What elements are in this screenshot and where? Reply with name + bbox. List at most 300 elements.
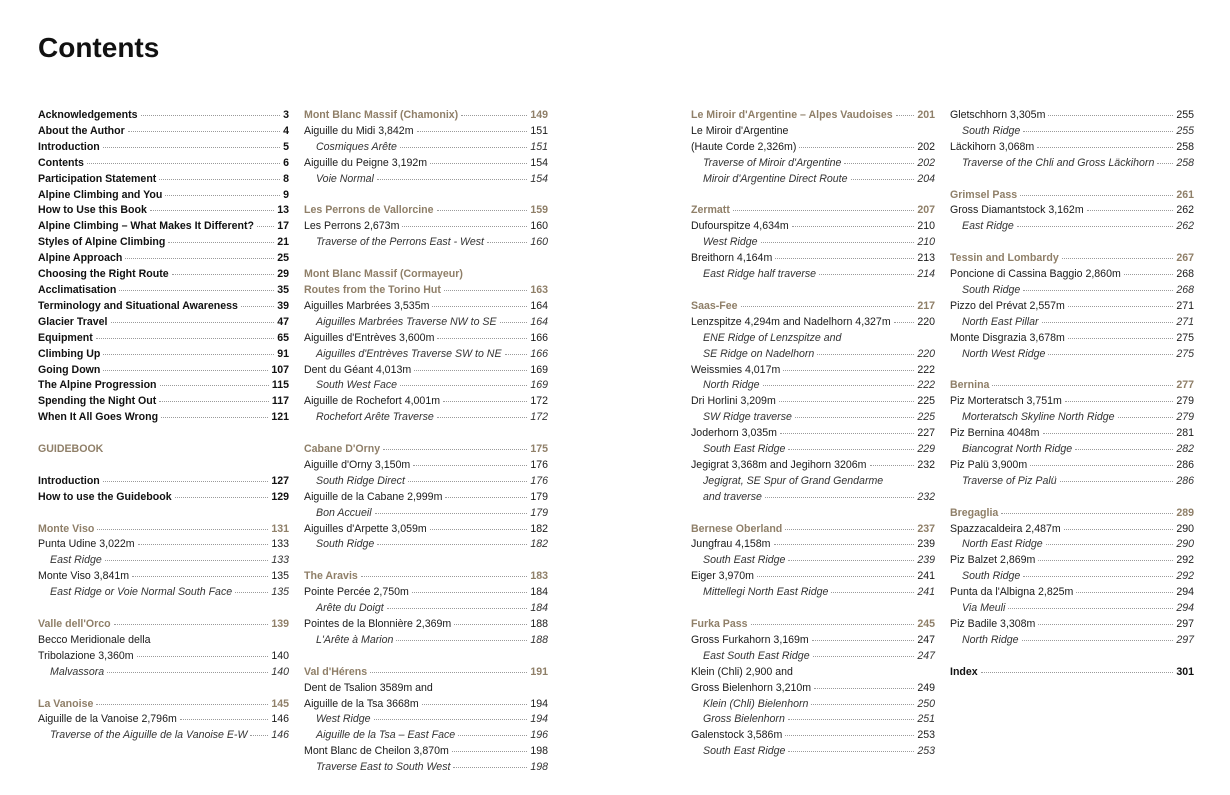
toc-entry-title: Aiguilles d'Entrèves 3,600m xyxy=(304,331,435,344)
dot-leader xyxy=(452,751,527,752)
toc-entry-title: Aiguille de la Vanoise 2,796m xyxy=(38,713,177,726)
toc-entry[interactable] xyxy=(950,553,1194,569)
toc-entry[interactable] xyxy=(38,712,289,728)
toc-page-number: 184 xyxy=(530,602,548,615)
toc-page-number: 146 xyxy=(271,729,289,742)
toc-entry[interactable] xyxy=(950,601,1194,617)
toc-entry-title: Grimsel Pass xyxy=(950,188,1018,201)
toc-entry-title: South East Ridge xyxy=(703,745,786,758)
toc-entry[interactable] xyxy=(38,331,289,347)
toc-entry[interactable] xyxy=(304,537,548,553)
toc-page-number: 258 xyxy=(1176,156,1194,169)
toc-entry[interactable] xyxy=(691,331,935,347)
toc-page-number: 164 xyxy=(530,299,548,312)
dot-leader xyxy=(1038,624,1173,625)
toc-entry[interactable] xyxy=(691,681,935,697)
toc-entry[interactable] xyxy=(304,299,548,315)
dot-leader xyxy=(1037,147,1173,148)
toc-entry[interactable] xyxy=(950,203,1194,219)
toc-section-heading[interactable] xyxy=(38,442,289,458)
toc-page-number: 191 xyxy=(530,665,548,678)
toc-entry[interactable] xyxy=(304,363,548,379)
toc-entry-title: East Ridge half traverse xyxy=(703,268,817,281)
toc-page-number: 133 xyxy=(271,554,289,567)
toc-entry[interactable] xyxy=(950,458,1194,474)
dot-leader xyxy=(137,656,269,657)
toc-entry[interactable] xyxy=(38,347,289,363)
toc-entry[interactable] xyxy=(304,760,548,776)
toc-section-heading[interactable] xyxy=(304,203,548,219)
toc-entry[interactable] xyxy=(950,347,1194,363)
toc-entry-title: South Ridge Direct xyxy=(316,474,405,487)
spacer xyxy=(304,553,548,569)
toc-entry[interactable] xyxy=(38,140,289,156)
toc-page-number: 127 xyxy=(271,474,289,487)
dot-leader xyxy=(792,226,915,227)
toc-entry[interactable] xyxy=(691,649,935,665)
spacer xyxy=(38,458,289,474)
toc-entry-title: Dufourspitze 4,634m xyxy=(691,220,789,233)
toc-entry-title: Alpine Climbing and You xyxy=(38,188,163,201)
toc-page-number: 286 xyxy=(1176,474,1194,487)
dot-leader xyxy=(453,767,527,768)
toc-page-number: 237 xyxy=(917,522,935,535)
toc-page-number: 245 xyxy=(917,618,935,630)
dot-leader xyxy=(779,401,915,402)
page-title: Contents xyxy=(38,32,160,63)
toc-page-number: 247 xyxy=(917,633,935,646)
toc-section-heading[interactable] xyxy=(691,108,935,124)
toc-entry[interactable] xyxy=(691,156,935,172)
toc-page-number: 262 xyxy=(1176,204,1194,217)
dot-leader xyxy=(387,608,528,609)
toc-entry[interactable] xyxy=(38,537,289,553)
dot-leader xyxy=(1157,163,1173,164)
toc-entry[interactable] xyxy=(38,665,289,681)
toc-entry[interactable] xyxy=(304,172,548,188)
toc-entry-title: East South East Ridge xyxy=(703,649,810,662)
toc-section-heading[interactable] xyxy=(304,442,548,458)
toc-entry[interactable] xyxy=(304,156,548,172)
toc-page-number: 39 xyxy=(277,299,289,312)
toc-page-number: 146 xyxy=(271,713,289,726)
dot-leader xyxy=(370,672,527,673)
toc-entry[interactable] xyxy=(691,235,935,251)
toc-entry[interactable] xyxy=(691,665,935,681)
toc-entry[interactable] xyxy=(691,442,935,458)
toc-entry[interactable] xyxy=(304,712,548,728)
toc-page-number: 297 xyxy=(1176,633,1194,646)
dot-leader xyxy=(437,417,528,418)
toc-entry-title: Saas-Fee xyxy=(691,299,738,312)
toc-entry[interactable] xyxy=(38,728,289,744)
toc-section-heading[interactable] xyxy=(304,283,548,299)
spacer xyxy=(950,235,1194,251)
toc-entry[interactable] xyxy=(691,474,935,490)
toc-page-number: 249 xyxy=(917,681,935,694)
toc-entry-title: Miroir d'Argentine Direct Route xyxy=(703,172,848,185)
toc-section-heading[interactable] xyxy=(950,506,1194,522)
toc-entry[interactable] xyxy=(304,378,548,394)
toc-entry[interactable] xyxy=(950,665,1194,681)
dot-leader xyxy=(500,322,528,323)
toc-page-number: 241 xyxy=(917,586,935,599)
toc-page-number: 210 xyxy=(917,220,935,233)
spacer xyxy=(950,363,1194,379)
toc-entry[interactable] xyxy=(38,203,289,219)
dot-leader xyxy=(819,274,914,275)
toc-entry-title: Valle dell'Orco xyxy=(38,618,111,630)
toc-entry[interactable] xyxy=(304,140,548,156)
toc-entry-title: Mittellegi North East Ridge xyxy=(703,586,829,599)
toc-page-number: 279 xyxy=(1176,411,1194,424)
toc-page-number: 222 xyxy=(917,363,935,376)
toc-entry[interactable] xyxy=(304,601,548,617)
toc-entry[interactable] xyxy=(38,235,289,251)
toc-entry-title: Climbing Up xyxy=(38,347,101,360)
toc-entry-title: Aiguille du Peigne 3,192m xyxy=(304,156,428,169)
toc-entry[interactable] xyxy=(304,315,548,331)
toc-column-4 xyxy=(950,108,1194,681)
toc-entry-title: Piz Palü 3,900m xyxy=(950,458,1028,471)
toc-entry[interactable] xyxy=(38,156,289,172)
toc-entry[interactable] xyxy=(950,394,1194,410)
toc-entry[interactable] xyxy=(304,697,548,713)
dot-leader xyxy=(788,449,914,450)
dot-leader xyxy=(250,735,268,736)
toc-page-number: 247 xyxy=(917,649,935,662)
toc-entry[interactable] xyxy=(38,585,289,601)
toc-entry-title: Klein (Chli) Bielenhorn xyxy=(703,697,809,710)
toc-entry-title: Traverse of Miroir d'Argentine xyxy=(703,156,842,169)
toc-entry-title: Gross Bielenhorn 3,210m xyxy=(691,681,812,694)
toc-entry-title: Index xyxy=(950,665,978,678)
toc-entry[interactable] xyxy=(38,283,289,299)
toc-entry[interactable] xyxy=(304,506,548,522)
toc-entry-title: Via Meuli xyxy=(962,602,1006,615)
toc-page-number: 261 xyxy=(1176,188,1194,201)
toc-entry[interactable] xyxy=(38,251,289,267)
toc-entry-title: Alpine Climbing – What Makes It Different? xyxy=(38,220,255,233)
dot-leader xyxy=(375,513,528,514)
dot-leader xyxy=(1124,274,1174,275)
toc-entry-title: Gletschhorn 3,305m xyxy=(950,109,1046,121)
toc-entry-title: How to Use this Book xyxy=(38,204,147,217)
dot-leader xyxy=(1001,513,1173,514)
toc-entry[interactable] xyxy=(38,363,289,379)
spacer xyxy=(38,601,289,617)
toc-entry[interactable] xyxy=(304,490,548,506)
toc-page-number: 213 xyxy=(917,252,935,265)
toc-entry[interactable] xyxy=(304,744,548,760)
dot-leader xyxy=(107,672,268,673)
toc-entry[interactable] xyxy=(304,394,548,410)
toc-entry[interactable] xyxy=(691,347,935,363)
toc-page-number: 196 xyxy=(530,729,548,742)
toc-page-number: 154 xyxy=(530,156,548,169)
toc-entry[interactable] xyxy=(691,490,935,506)
toc-page-number: 232 xyxy=(917,490,935,503)
toc-page-number: 229 xyxy=(917,443,935,456)
dot-leader xyxy=(114,624,269,625)
toc-entry[interactable] xyxy=(691,219,935,235)
dot-leader xyxy=(111,322,275,323)
toc-entry-title: Mont Blanc Massif (Chamonix) xyxy=(304,109,459,121)
toc-entry[interactable] xyxy=(38,553,289,569)
dot-leader xyxy=(96,704,268,705)
toc-entry[interactable] xyxy=(38,633,289,649)
toc-section-heading[interactable] xyxy=(38,617,289,633)
toc-entry[interactable] xyxy=(38,299,289,315)
dot-leader xyxy=(1068,306,1173,307)
toc-entry[interactable] xyxy=(304,728,548,744)
toc-entry[interactable] xyxy=(38,410,289,426)
toc-entry-title: How to use the Guidebook xyxy=(38,490,172,503)
toc-entry[interactable] xyxy=(691,394,935,410)
toc-page-number: 184 xyxy=(530,586,548,599)
toc-entry[interactable] xyxy=(38,490,289,506)
dot-leader xyxy=(361,576,528,577)
toc-entry-title: Aiguille du Midi 3,842m xyxy=(304,124,414,137)
toc-section-heading[interactable] xyxy=(950,378,1194,394)
toc-entry-title: When It All Goes Wrong xyxy=(38,411,159,424)
toc-page-number: 166 xyxy=(530,347,548,360)
toc-section-heading[interactable] xyxy=(691,203,935,219)
toc-entry[interactable] xyxy=(304,474,548,490)
toc-section-heading[interactable] xyxy=(691,299,935,315)
toc-page-number: 286 xyxy=(1176,458,1194,471)
toc-entry[interactable] xyxy=(304,633,548,649)
spacer xyxy=(950,172,1194,188)
toc-entry[interactable] xyxy=(950,156,1194,172)
dot-leader xyxy=(1042,322,1174,323)
toc-entry[interactable] xyxy=(691,140,935,156)
toc-entry[interactable] xyxy=(304,347,548,363)
dot-leader xyxy=(159,179,280,180)
toc-entry-title: SW Ridge traverse xyxy=(703,411,792,424)
toc-page-number: 188 xyxy=(530,633,548,646)
dot-leader xyxy=(487,242,527,243)
toc-page-number: 268 xyxy=(1176,283,1194,296)
toc-section-heading[interactable] xyxy=(38,697,289,713)
toc-entry-title: GUIDEBOOK xyxy=(38,443,104,456)
toc-entry[interactable] xyxy=(38,378,289,394)
toc-entry[interactable] xyxy=(950,522,1194,538)
toc-entry[interactable] xyxy=(38,172,289,188)
toc-entry[interactable] xyxy=(950,124,1194,140)
dot-leader xyxy=(1038,560,1173,561)
toc-entry[interactable] xyxy=(691,585,935,601)
dot-leader xyxy=(103,370,268,371)
dot-leader xyxy=(138,544,269,545)
toc-entry[interactable] xyxy=(304,458,548,474)
toc-entry[interactable] xyxy=(38,188,289,204)
dot-leader xyxy=(445,497,527,498)
toc-entry-title: Dent de Tsalion 3589m and xyxy=(304,681,433,694)
toc-section-heading[interactable] xyxy=(691,522,935,538)
dot-leader xyxy=(105,560,268,561)
toc-page-number: 145 xyxy=(271,697,289,710)
dot-leader xyxy=(774,544,915,545)
toc-entry[interactable] xyxy=(950,426,1194,442)
toc-section-heading[interactable] xyxy=(950,251,1194,267)
toc-entry-title: Jungfrau 4,158m xyxy=(691,538,771,551)
spacer xyxy=(304,649,548,665)
toc-entry[interactable] xyxy=(691,537,935,553)
toc-entry[interactable] xyxy=(38,569,289,585)
toc-entry[interactable] xyxy=(950,410,1194,426)
toc-entry-title: Monte Disgrazia 3,678m xyxy=(950,331,1065,344)
toc-entry[interactable] xyxy=(691,458,935,474)
toc-entry[interactable] xyxy=(950,537,1194,553)
dot-leader xyxy=(1046,544,1174,545)
toc-entry[interactable] xyxy=(38,267,289,283)
toc-entry[interactable] xyxy=(691,363,935,379)
toc-entry[interactable] xyxy=(950,108,1194,124)
toc-entry-title: Aiguille de la Tsa – East Face xyxy=(316,729,456,742)
toc-entry-title: South West Face xyxy=(316,379,398,392)
toc-page-number: 271 xyxy=(1176,315,1194,328)
toc-entry-title: Bernina xyxy=(950,379,990,392)
spacer xyxy=(38,426,289,442)
toc-entry[interactable] xyxy=(304,585,548,601)
toc-entry[interactable] xyxy=(304,219,548,235)
toc-entry[interactable] xyxy=(691,744,935,760)
toc-section-heading[interactable] xyxy=(304,108,548,124)
toc-page-number: 275 xyxy=(1176,347,1194,360)
toc-page-number: 121 xyxy=(271,411,289,424)
toc-section-heading[interactable] xyxy=(950,188,1194,204)
toc-page-number: 8 xyxy=(283,172,289,185)
toc-section-heading[interactable] xyxy=(304,267,548,283)
toc-entry[interactable] xyxy=(691,410,935,426)
toc-entry[interactable] xyxy=(950,219,1194,235)
toc-section-heading[interactable] xyxy=(304,665,548,681)
toc-entry[interactable] xyxy=(691,426,935,442)
toc-entry[interactable] xyxy=(691,553,935,569)
toc-entry[interactable] xyxy=(691,569,935,585)
toc-entry[interactable] xyxy=(950,617,1194,633)
toc-entry[interactable] xyxy=(950,585,1194,601)
toc-page-number: 175 xyxy=(530,443,548,456)
toc-entry[interactable] xyxy=(691,633,935,649)
toc-page-number: 282 xyxy=(1176,443,1194,456)
toc-page-number: 159 xyxy=(530,204,548,217)
toc-entry-title: East Ridge xyxy=(962,220,1014,233)
dot-leader xyxy=(1017,226,1173,227)
toc-entry[interactable] xyxy=(38,394,289,410)
dot-leader xyxy=(97,529,268,530)
toc-page-number: 176 xyxy=(530,458,548,471)
toc-entry[interactable] xyxy=(950,331,1194,347)
toc-entry-title: Styles of Alpine Climbing xyxy=(38,236,166,249)
dot-leader xyxy=(430,163,527,164)
toc-entry[interactable] xyxy=(304,124,548,140)
toc-entry[interactable] xyxy=(950,474,1194,490)
toc-entry[interactable] xyxy=(691,712,935,728)
toc-entry[interactable] xyxy=(304,681,548,697)
dot-leader xyxy=(785,529,914,530)
toc-entry[interactable] xyxy=(691,124,935,140)
toc-page-number: 220 xyxy=(917,347,935,360)
toc-entry[interactable] xyxy=(38,124,289,140)
toc-entry[interactable] xyxy=(950,299,1194,315)
toc-entry[interactable] xyxy=(950,442,1194,458)
dot-leader xyxy=(1043,433,1174,434)
toc-page-number: 267 xyxy=(1176,252,1194,265)
toc-entry-title: Piz Balzet 2,869m xyxy=(950,554,1036,567)
toc-entry[interactable] xyxy=(691,172,935,188)
toc-page-number: 172 xyxy=(530,395,548,408)
toc-entry[interactable] xyxy=(38,108,289,124)
toc-entry-title: Joderhorn 3,035m xyxy=(691,427,777,440)
toc-entry-title: Terminology and Situational Awareness xyxy=(38,299,238,312)
toc-entry-title: Bregaglia xyxy=(950,506,999,519)
dot-leader xyxy=(851,179,915,180)
toc-section-heading[interactable] xyxy=(691,617,935,633)
spacer xyxy=(304,251,548,267)
toc-entry[interactable] xyxy=(950,140,1194,156)
toc-entry[interactable] xyxy=(304,522,548,538)
dot-leader xyxy=(1065,401,1173,402)
toc-entry[interactable] xyxy=(38,219,289,235)
dot-leader xyxy=(103,147,280,148)
dot-leader xyxy=(1022,640,1174,641)
dot-leader xyxy=(775,258,914,259)
toc-entry-title: Jegigrat, SE Spur of Grand Gendarme xyxy=(703,474,884,487)
toc-entry-title: Punta Udine 3,022m xyxy=(38,538,135,551)
toc-entry[interactable] xyxy=(304,235,548,251)
toc-entry[interactable] xyxy=(950,283,1194,299)
toc-entry-title: Choosing the Right Route xyxy=(38,268,169,281)
toc-entry-title: Cosmiques Arête xyxy=(316,140,397,153)
toc-entry-title: South Ridge xyxy=(962,283,1021,296)
toc-page-number: 140 xyxy=(271,665,289,678)
toc-entry[interactable] xyxy=(691,251,935,267)
toc-entry-title: Spending the Night Out xyxy=(38,395,157,408)
toc-entry-title: South East Ridge xyxy=(703,443,786,456)
toc-page-number: 194 xyxy=(530,713,548,726)
toc-page-number: 258 xyxy=(1176,140,1194,153)
toc-entry-title: South Ridge xyxy=(962,124,1021,137)
toc-section-heading[interactable] xyxy=(304,569,548,585)
dot-leader xyxy=(161,417,268,418)
dot-leader xyxy=(422,704,528,705)
toc-entry[interactable] xyxy=(950,569,1194,585)
toc-entry[interactable] xyxy=(304,331,548,347)
dot-leader xyxy=(817,354,914,355)
dot-leader xyxy=(505,354,528,355)
toc-entry[interactable] xyxy=(304,617,548,633)
toc-entry[interactable] xyxy=(38,315,289,331)
toc-entry[interactable] xyxy=(691,697,935,713)
dot-leader xyxy=(1060,481,1174,482)
toc-entry-title: The Alpine Progression xyxy=(38,379,157,392)
toc-entry[interactable] xyxy=(691,728,935,744)
toc-entry[interactable] xyxy=(950,315,1194,331)
toc-entry[interactable] xyxy=(950,267,1194,283)
toc-entry[interactable] xyxy=(691,315,935,331)
toc-entry[interactable] xyxy=(691,378,935,394)
toc-entry[interactable] xyxy=(304,410,548,426)
toc-entry[interactable] xyxy=(950,633,1194,649)
toc-entry[interactable] xyxy=(691,267,935,283)
toc-section-heading[interactable] xyxy=(38,522,289,538)
dot-leader xyxy=(1008,608,1173,609)
toc-entry[interactable] xyxy=(38,474,289,490)
toc-entry[interactable] xyxy=(38,649,289,665)
toc-page-number: 281 xyxy=(1176,427,1194,440)
